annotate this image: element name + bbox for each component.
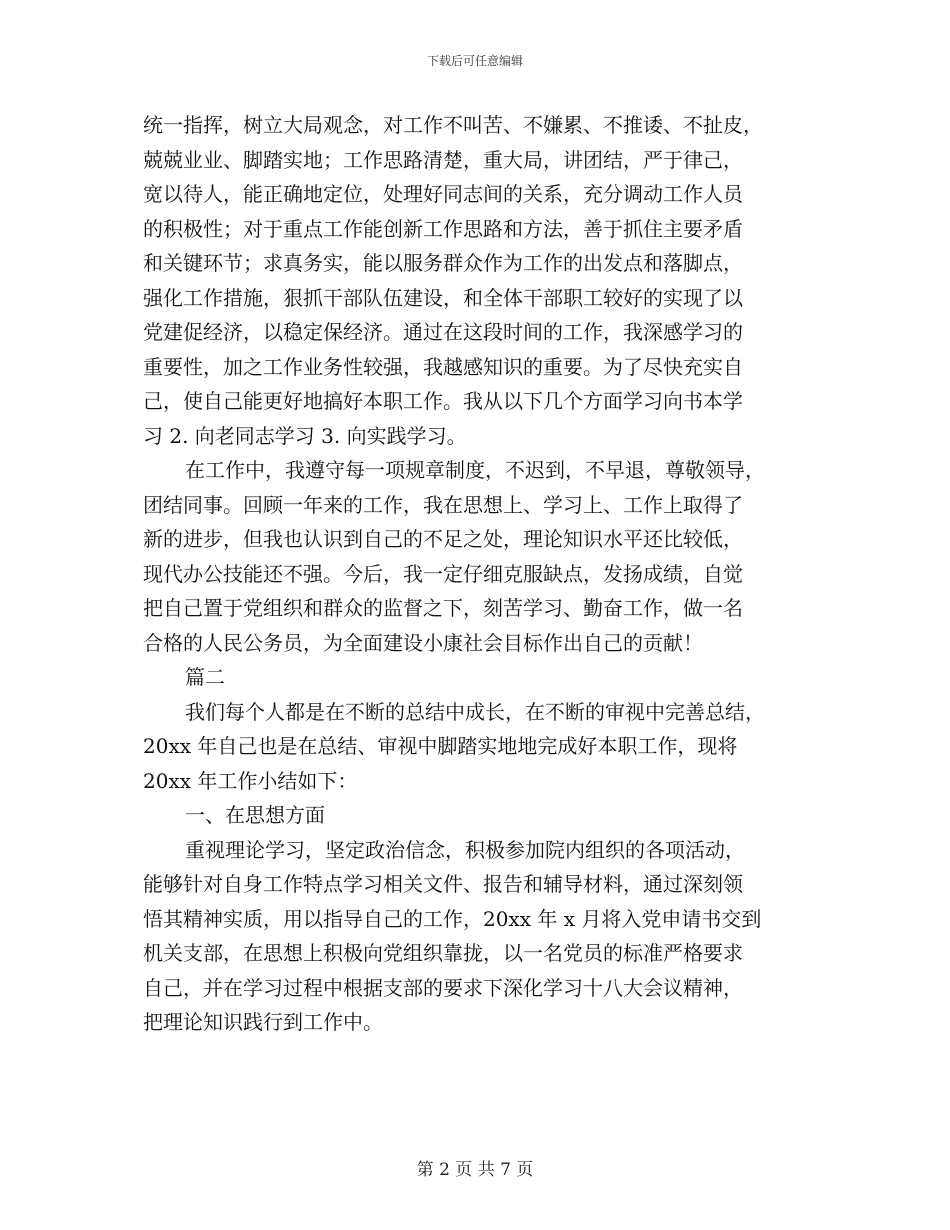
text-line: 一、在思想方面 [185, 803, 325, 827]
text-line: 合格的人民公务员，为全面建设小康社会目标作出自己的贡献！ [143, 630, 703, 655]
text-line: 在工作中，我遵守每一项规章制度，不迟到，不早退，尊敬领导， [185, 458, 765, 482]
text-line: 习 2. 向老同志学习 3. 向实践学习。 [143, 423, 467, 448]
text-line: 的积极性；对于重点工作能创新工作思路和方法，善于抓住主要矛盾 [143, 216, 743, 241]
text-line: 新的进步，但我也认识到自己的不足之处，理论知识水平还比较低， [143, 527, 743, 551]
text-line: 现代办公技能还不强。今后，我一定仔细克服缺点，发扬成绩，自觉 [143, 561, 743, 586]
text-line: 篇二 [185, 665, 225, 689]
text-line: 机关支部，在思想上积极向党组织靠拢，以一名党员的标准严格要求 [143, 941, 743, 965]
text-line: 己，使自己能更好地搞好本职工作。我从以下几个方面学习向书本学 [143, 389, 743, 413]
text-line: 团结同事。回顾一年来的工作，我在思想上、学习上、工作上取得了 [143, 492, 743, 517]
text-line: 我们每个人都是在不断的总结中成长，在不断的审视中完善总结， [185, 699, 765, 724]
text-line: 兢兢业业、脚踏实地；工作思路清楚，重大局，讲团结，严于律己， [143, 147, 743, 172]
text-line: 强化工作措施，狠抓干部队伍建设，和全体干部职工较好的实现了以 [143, 285, 743, 310]
text-line: 把理论知识践行到工作中。 [143, 1010, 383, 1034]
text-line: 统一指挥，树立大局观念，对工作不叫苦、不嫌累、不推诿、不扯皮， [143, 113, 763, 137]
text-line: 悟其精神实质，用以指导自己的工作，20xx 年 x 月将入党申请书交到 [143, 906, 762, 931]
page-footer-indicator: 第 2 页 共 7 页 [416, 1160, 534, 1180]
text-line: 20xx 年工作小结如下： [143, 768, 358, 793]
document-body [143, 108, 813, 1040]
text-line: 把自己置于党组织和群众的监督之下，刻苦学习、勤奋工作，做一名 [143, 596, 743, 620]
page-header-note: 下载后可任意编辑 [426, 54, 523, 68]
text-line: 重要性，加之工作业务性较强，我越感知识的重要。为了尽快充实自 [143, 354, 743, 379]
text-line: 自己，并在学习过程中根据支部的要求下深化学习十八大会议精神， [143, 975, 743, 1000]
text-line: 党建促经济，以稳定保经济。通过在这段时间的工作，我深感学习的 [143, 320, 743, 344]
text-line: 20xx 年自己也是在总结、审视中脚踏实地地完成好本职工作，现将 [143, 734, 738, 758]
text-line: 宽以待人，能正确地定位，处理好同志间的关系，充分调动工作人员 [143, 182, 743, 206]
text-line: 重视理论学习，坚定政治信念，积极参加院内组织的各项活动， [185, 837, 745, 862]
text-line: 能够针对自身工作特点学习相关文件、报告和辅导材料，通过深刻领 [143, 872, 743, 896]
text-line: 和关键环节；求真务实，能以服务群众作为工作的出发点和落脚点， [143, 251, 743, 275]
